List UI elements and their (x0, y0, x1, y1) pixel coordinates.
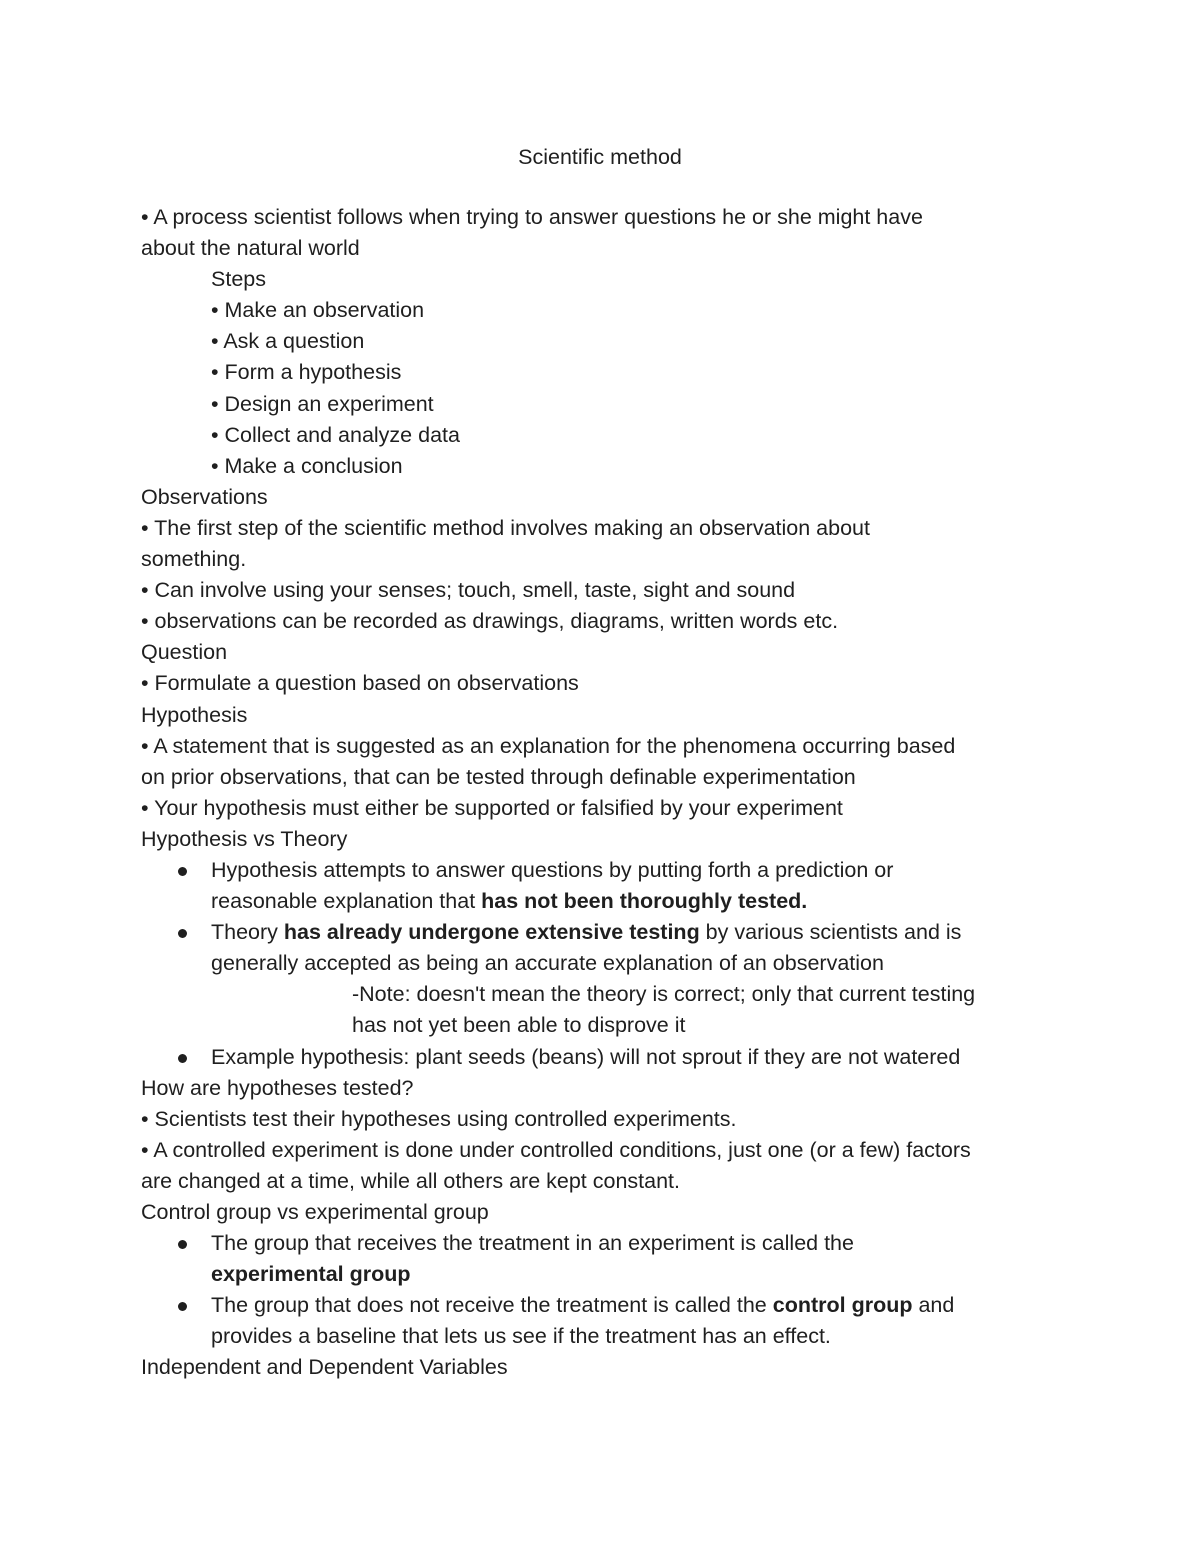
observations-bullet-cont: something. (141, 547, 247, 572)
hvt-item1-line1: Hypothesis attempts to answer questions by putting forth a prediction or (211, 857, 894, 882)
hvt-item2-post: by various scientists and is (699, 920, 962, 945)
bullet-dot-icon (178, 1302, 187, 1311)
variables-heading: Independent and Dependent Variables (141, 1355, 508, 1380)
observations-bullet: • The first step of the scientific method involves making an observation about (141, 515, 870, 540)
step-item: • Make an observation (211, 298, 425, 323)
document-title: Scientific method (518, 145, 682, 169)
observations-heading: Observations (141, 484, 268, 509)
observations-bullet: • Can involve using your senses; touch, smell, taste, sight and sound (141, 578, 796, 603)
step-item: • Form a hypothesis (211, 360, 402, 385)
groups-item2-post: and (912, 1293, 955, 1318)
hyp-vs-theory-heading: Hypothesis vs Theory (141, 826, 348, 851)
groups-item (141, 1290, 1061, 1352)
question-heading: Question (141, 640, 228, 665)
hvt-item1-bold: has not been thoroughly tested. (481, 889, 808, 914)
groups-heading: Control group vs experimental group (141, 1200, 489, 1224)
groups-item1-line2 (211, 1259, 1061, 1290)
theory-note-line-2: has not yet been able to disprove it (352, 1013, 686, 1038)
hvt-item1-line2 (211, 886, 1061, 917)
groups-item2-line1 (211, 1290, 1061, 1321)
steps-heading: Steps (211, 267, 266, 292)
theory-note-line-1: -Note: doesn't mean the theory is correct; only that current testing (352, 982, 976, 1007)
intro-line-2: about the natural world (141, 236, 360, 261)
observations-bullet: • observations can be recorded as drawings, diagrams, written words etc. (141, 609, 839, 634)
tested-bullet: • A controlled experiment is done under controlled conditions, just one (or a few) factors (141, 1137, 971, 1162)
bullet-dot-icon (178, 1054, 187, 1063)
hvt-item2-pre: Theory (211, 920, 284, 945)
question-bullet: • Formulate a question based on observations (141, 671, 579, 696)
groups-item1-line1: The group that receives the treatment in an experiment is called the (211, 1231, 854, 1256)
step-item: • Collect and analyze data (211, 422, 460, 447)
hvt-item1-text: reasonable explanation that (211, 889, 482, 914)
groups-item2-bold: control group (772, 1293, 913, 1318)
hvt-item2-bold: has already undergone extensive testing (283, 920, 700, 945)
hvt-item2-line1 (211, 917, 1061, 948)
hypothesis-heading: Hypothesis (141, 702, 248, 727)
hypothesis-bullet-cont: on prior observations, that can be tested through definable experimentation (141, 764, 856, 789)
hyp-vs-theory-item (141, 855, 1061, 917)
bullet-dot-icon (178, 929, 187, 938)
hyp-vs-theory-item (141, 917, 1061, 979)
hvt-item2-line2: generally accepted as being an accurate explanation of an observation (211, 951, 884, 976)
document-body (141, 202, 1061, 1384)
hyp-vs-theory-item (141, 1042, 1061, 1073)
groups-item2-line2: provides a baseline that lets us see if the treatment has an effect. (211, 1324, 831, 1349)
hypothesis-bullet: • A statement that is suggested as an explanation for the phenomena occurring based (141, 733, 956, 758)
bullet-dot-icon (178, 867, 187, 876)
bullet-dot-icon (178, 1240, 187, 1249)
tested-bullet: • Scientists test their hypotheses using controlled experiments. (141, 1106, 737, 1131)
hypothesis-bullet: • Your hypothesis must either be supported or falsified by your experiment (141, 795, 843, 820)
hvt-item3: Example hypothesis: plant seeds (beans) will not sprout if they are not watered (211, 1044, 961, 1069)
tested-bullet-cont: are changed at a time, while all others are kept constant. (141, 1168, 681, 1193)
groups-item1-bold: experimental group (211, 1262, 411, 1287)
step-item: • Ask a question (211, 329, 365, 354)
groups-item2-pre: The group that does not receive the treatment is called the (211, 1293, 773, 1318)
step-item: • Design an experiment (211, 391, 434, 416)
intro-line-1: • A process scientist follows when trying to answer questions he or she might have (141, 205, 923, 229)
step-item: • Make a conclusion (211, 453, 403, 478)
tested-heading: How are hypotheses tested? (141, 1075, 414, 1100)
groups-item (141, 1228, 1061, 1290)
